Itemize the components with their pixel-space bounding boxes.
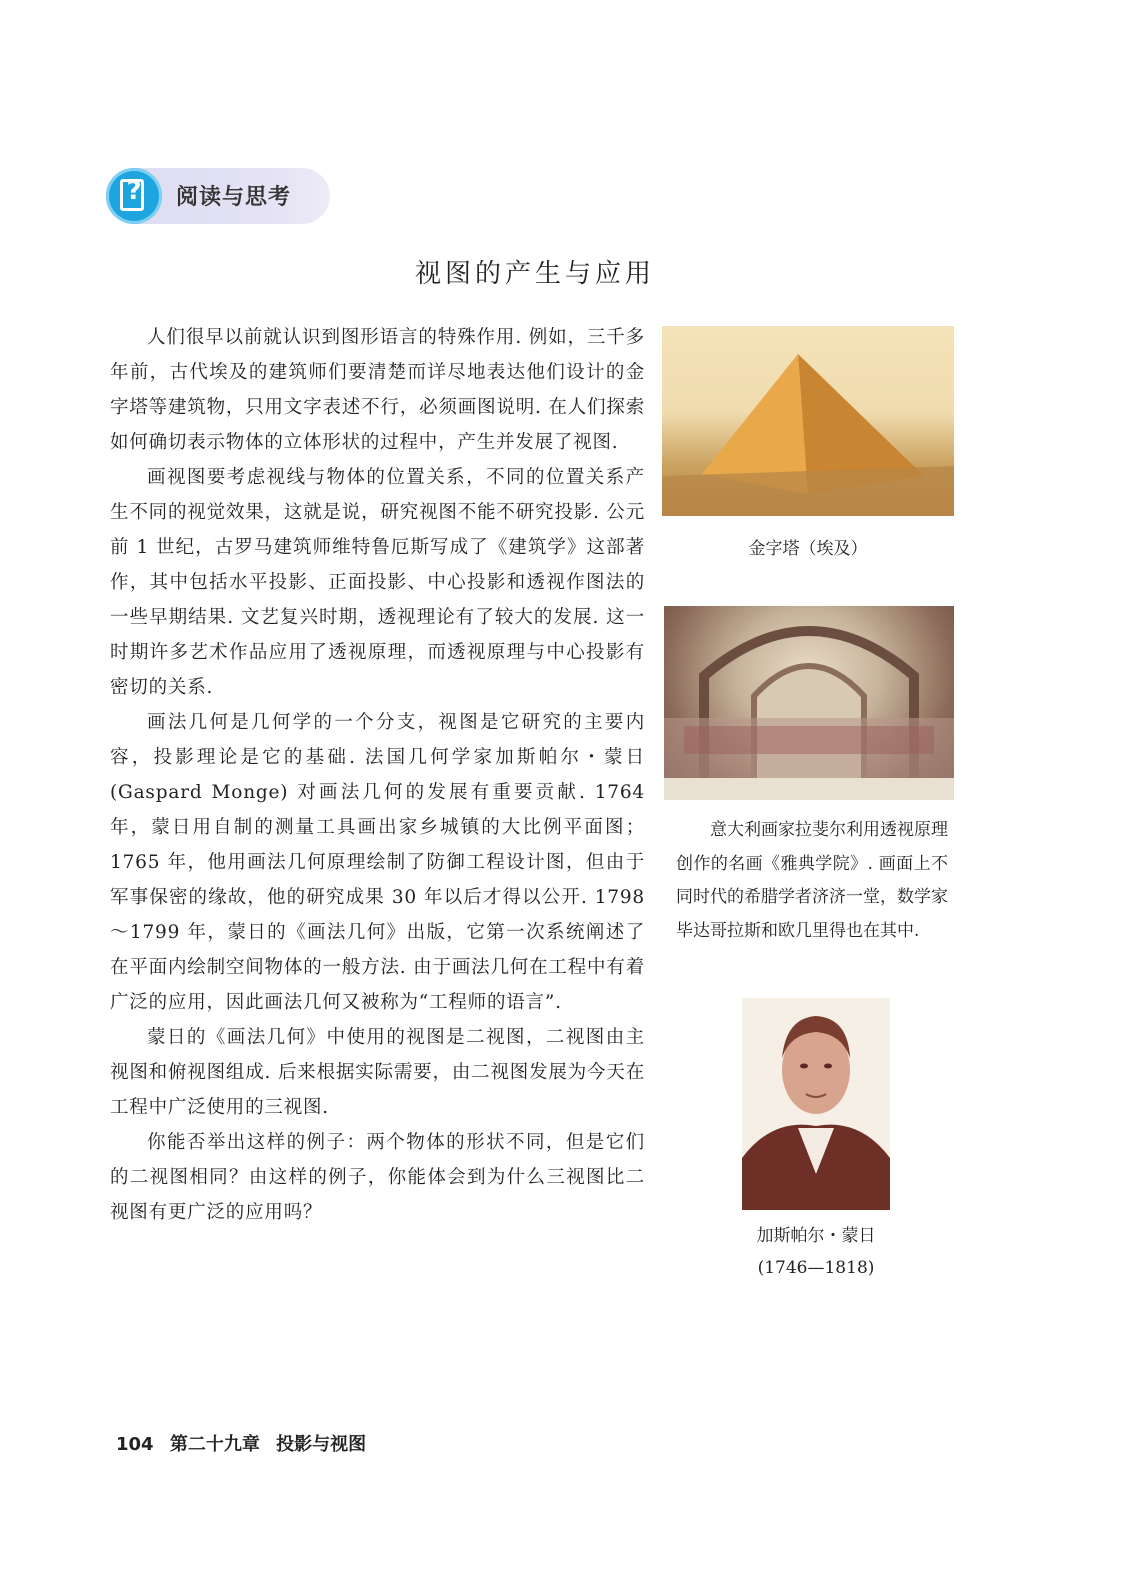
monge-caption — [720, 1220, 912, 1284]
portrait-name: 加斯帕尔・蒙日 — [756, 1226, 876, 1246]
article-title: 视图的产生与应用 — [414, 259, 655, 289]
paragraph: 画法几何是几何学的一个分支，视图是它研究的主要内容，投影理论是它的基础. 法国几何学家加斯帕尔・蒙日 (Gaspard Monge) 对画法几何的发展有重要贡献. 1764 年，蒙日用自制的测量工具画出家乡城镇的大比例平面图；1765 年，他用画法几何原理绘制了防御工程设计图，但由于军事保密的缘故，他的研究成果 30 年以后才得以公开. 1798～1799 年，蒙日的《画法几何》出版，它第一次系统阐述了在平面内绘制空间物体的一般方法. 由于画法几何在工程中有着广泛的应用，因此画法几何又被称为“工程师的语言”. — [110, 712, 645, 1013]
paragraph: 画视图要考虑视线与物体的位置关系，不同的位置关系产生不同的视觉效果，这就是说，研究视图不能不研究投影. 公元前 1 世纪，古罗马建筑师维特鲁厄斯写成了《建筑学》这部著作，其中包括水平投影、正面投影、中心投影和透视作图法的一些早期结果. 文艺复兴时期，透视理论有了较大的发展. 这一时期许多艺术作品应用了透视原理，而透视原理与中心投影有密切的关系. — [110, 467, 645, 698]
school-of-athens-photo — [664, 606, 954, 800]
page-number: 104 — [116, 1434, 154, 1455]
question-book-icon: ? — [106, 168, 162, 224]
pyramid-photo — [662, 326, 954, 516]
article-body — [110, 320, 645, 1230]
paragraph: 人们很早以前就认识到图形语言的特殊作用. 例如，三千多年前，古代埃及的建筑师们要清楚而详尽地表达他们设计的金字塔等建筑物，只用文字表述不行，必须画图说明. 在人们探索如何确切表示物体的立体形状的过程中，产生并发展了视图. — [110, 327, 645, 453]
paragraph: 蒙日的《画法几何》中使用的视图是二视图，二视图由主视图和俯视图组成. 后来根据实际需要，由二视图发展为今天在工程中广泛使用的三视图. — [110, 1027, 645, 1118]
school-of-athens-caption: 意大利画家拉斐尔利用透视原理创作的名画《雅典学院》. 画面上不同时代的希腊学者济济一堂，数学家毕达哥拉斯和欧几里得也在其中. — [676, 820, 948, 941]
section-label: 阅读与思考 — [176, 185, 292, 210]
monge-portrait — [742, 998, 890, 1210]
portrait-years: (1746—1818) — [757, 1258, 875, 1278]
chapter-title: 投影与视图 — [276, 1434, 367, 1455]
chapter-number: 第二十九章 — [169, 1434, 260, 1455]
section-badge — [106, 168, 330, 224]
pyramid-caption: 金字塔（埃及） — [748, 539, 868, 559]
page-footer — [116, 1430, 376, 1456]
paragraph: 你能否举出这样的例子：两个物体的形状不同，但是它们的二视图相同？由这样的例子，你能体会到为什么三视图比二视图有更广泛的应用吗？ — [110, 1132, 645, 1223]
